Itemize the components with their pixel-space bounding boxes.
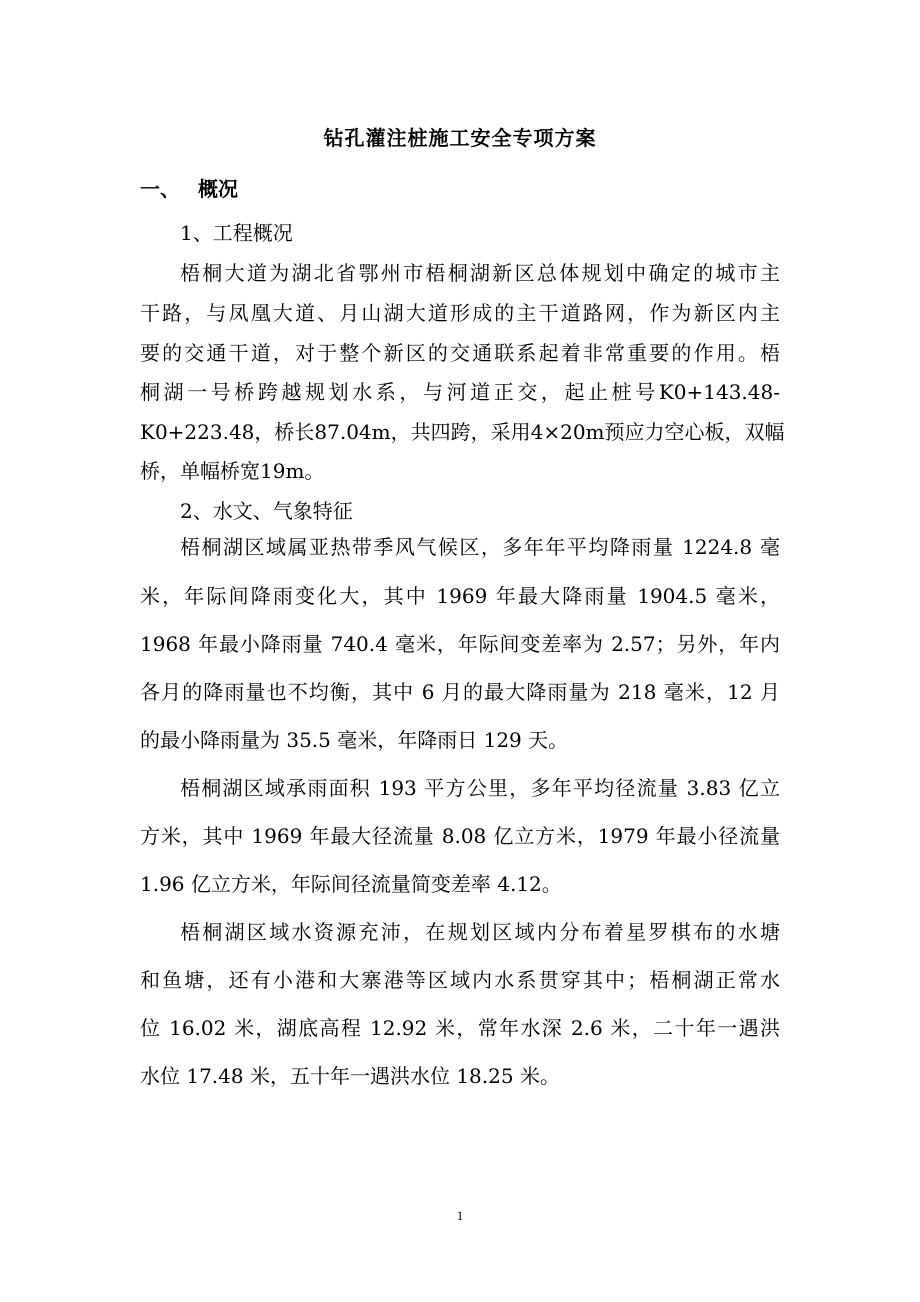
section-heading-overview xyxy=(140,173,238,202)
paragraph-line: 干路，与凤凰大道、月山湖大道形成的主干道路网，作为新区内主 xyxy=(140,301,780,325)
paragraph-line: 方米，其中 1969 年最大径流量 8.08 亿立方米，1979 年最小径流量 xyxy=(140,824,780,848)
paragraph-line: 1968 年最小降雨量 740.4 毫米，年际间变差率为 2.57；另外，年内 xyxy=(140,632,780,656)
paragraph-line: 的最小降雨量为 35.5 毫米，年降雨日 129 天。 xyxy=(140,728,569,752)
paragraph-line: 桐湖一号桥跨越规划水系，与河道正交，起止桩号K0+143.48- xyxy=(140,380,780,404)
section-title: 概况 xyxy=(198,177,238,201)
page-number: 1 xyxy=(456,1208,464,1223)
section-number: 一、 xyxy=(140,177,180,201)
paragraph-line: K0+223.48，桥长87.04m，共四跨，采用4×20m预应力空心板，双幅 xyxy=(140,420,785,444)
subsection-heading-hydrology-climate: 2、水文、气象特征 xyxy=(180,499,353,523)
paragraph-line: 桥，单幅桥宽19m。 xyxy=(140,459,325,483)
paragraph-line: 梧桐湖区域承雨面积 193 平方公里，多年平均径流量 3.83 亿立 xyxy=(180,776,780,800)
paragraph-line: 梧桐大道为湖北省鄂州市梧桐湖新区总体规划中确定的城市主 xyxy=(180,261,780,285)
paragraph-line: 要的交通干道，对于整个新区的交通联系起着非常重要的作用。梧 xyxy=(140,341,780,365)
paragraph-line: 梧桐湖区域水资源充沛，在规划区域内分布着星罗棋布的水塘 xyxy=(180,920,780,944)
paragraph-line: 位 16.02 米，湖底高程 12.92 米，常年水深 2.6 米，二十年一遇洪 xyxy=(140,1016,780,1040)
subsection-heading-project-overview: 1、工程概况 xyxy=(180,221,293,245)
paragraph-line: 和鱼塘，还有小港和大寨港等区域内水系贯穿其中；梧桐湖正常水 xyxy=(140,968,780,992)
paragraph-line: 水位 17.48 米，五十年一遇洪水位 18.25 米。 xyxy=(140,1064,560,1088)
paragraph-line: 梧桐湖区域属亚热带季风气候区，多年年平均降雨量 1224.8 毫 xyxy=(180,535,780,559)
paragraph-line: 各月的降雨量也不均衡，其中 6 月的最大降雨量为 218 毫米，12 月 xyxy=(140,680,780,704)
paragraph-line: 1.96 亿立方米，年际间径流量简变差率 4.12。 xyxy=(140,872,562,896)
paragraph-line: 米，年际间降雨变化大，其中 1969 年最大降雨量 1904.5 毫米， xyxy=(140,584,780,608)
document-title: 钻孔灌注桩施工安全专项方案 xyxy=(323,126,597,150)
